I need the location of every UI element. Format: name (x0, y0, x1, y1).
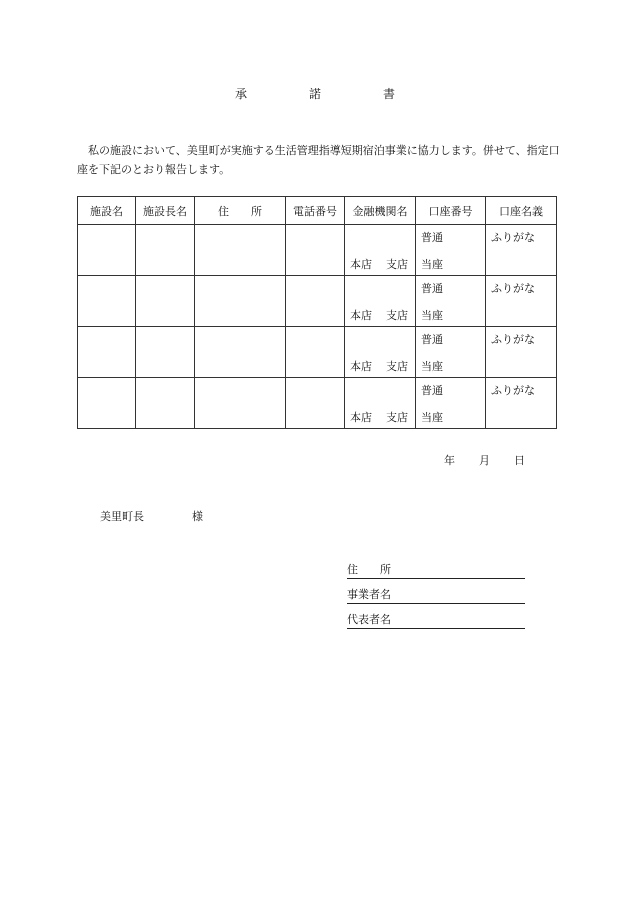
account-holder-cell[interactable] (486, 276, 557, 327)
facility-name-cell[interactable] (78, 276, 136, 327)
director-name-cell[interactable] (136, 276, 195, 327)
header-director-name: 施設長名 (136, 197, 195, 225)
date-month: 月 (479, 454, 490, 467)
addressee-name: 美里町長 (100, 510, 144, 523)
account-type-current: 当座 (421, 258, 443, 271)
address-cell[interactable] (195, 327, 286, 378)
bank-name-cell[interactable] (345, 327, 416, 378)
addressee (100, 508, 203, 524)
facility-name-cell[interactable] (78, 378, 136, 429)
table-header-row (78, 197, 557, 225)
account-type-current: 当座 (421, 360, 443, 373)
title-char-2: 諾 (308, 87, 321, 101)
phone-cell[interactable] (286, 327, 345, 378)
bank-main-office: 本店 (350, 411, 372, 424)
table-row (78, 327, 557, 378)
bank-main-office: 本店 (350, 258, 372, 271)
address-cell[interactable] (195, 225, 286, 276)
facility-name-cell[interactable] (78, 225, 136, 276)
address-label: 住 所 (347, 563, 391, 576)
account-number-cell[interactable] (416, 276, 486, 327)
business-name-label: 事業者名 (347, 588, 391, 601)
account-number-cell[interactable] (416, 225, 486, 276)
header-account-number: 口座番号 (416, 197, 486, 225)
account-type-ordinary: 普通 (421, 231, 443, 244)
bank-branch: 支店 (386, 360, 408, 373)
furigana-label: ふりがな (491, 384, 535, 397)
account-table (77, 196, 557, 429)
furigana-label: ふりがな (491, 231, 535, 244)
date-line (444, 452, 525, 468)
bank-name-cell[interactable] (345, 225, 416, 276)
date-year: 年 (444, 454, 455, 467)
account-type-ordinary: 普通 (421, 333, 443, 346)
table-row (78, 225, 557, 276)
account-type-current: 当座 (421, 309, 443, 322)
table-row (78, 276, 557, 327)
representative-signature-line[interactable] (347, 612, 525, 629)
account-type-ordinary: 普通 (421, 282, 443, 295)
bank-name-cell[interactable] (345, 378, 416, 429)
representative-label: 代表者名 (347, 613, 391, 626)
bank-branch: 支店 (386, 258, 408, 271)
director-name-cell[interactable] (136, 327, 195, 378)
furigana-label: ふりがな (491, 333, 535, 346)
facility-name-cell[interactable] (78, 327, 136, 378)
phone-cell[interactable] (286, 225, 345, 276)
account-number-cell[interactable] (416, 327, 486, 378)
director-name-cell[interactable] (136, 225, 195, 276)
account-holder-cell[interactable] (486, 225, 557, 276)
header-account-holder: 口座名義 (486, 197, 557, 225)
date-day: 日 (514, 454, 525, 467)
phone-cell[interactable] (286, 276, 345, 327)
account-number-cell[interactable] (416, 378, 486, 429)
document-title (0, 85, 630, 102)
address-cell[interactable] (195, 276, 286, 327)
addressee-honorific: 様 (192, 510, 203, 523)
header-facility-name: 施設名 (78, 197, 136, 225)
table-row (78, 378, 557, 429)
bank-main-office: 本店 (350, 309, 372, 322)
title-char-3: 書 (382, 87, 395, 101)
bank-main-office: 本店 (350, 360, 372, 373)
account-holder-cell[interactable] (486, 378, 557, 429)
bank-branch: 支店 (386, 309, 408, 322)
account-holder-cell[interactable] (486, 327, 557, 378)
bank-branch: 支店 (386, 411, 408, 424)
intro-paragraph: 私の施設において、美里町が実施する生活管理指導短期宿泊事業に協力します。併せて、指定口座を下記のとおり報告します。 (77, 144, 560, 176)
address-cell[interactable] (195, 378, 286, 429)
header-phone: 電話番号 (286, 197, 345, 225)
phone-cell[interactable] (286, 378, 345, 429)
title-char-1: 承 (234, 87, 247, 101)
business-name-signature-line[interactable] (347, 587, 525, 604)
account-type-current: 当座 (421, 411, 443, 424)
furigana-label: ふりがな (491, 282, 535, 295)
account-type-ordinary: 普通 (421, 384, 443, 397)
header-bank-name: 金融機関名 (345, 197, 416, 225)
address-signature-line[interactable] (347, 562, 525, 579)
bank-name-cell[interactable] (345, 276, 416, 327)
director-name-cell[interactable] (136, 378, 195, 429)
header-address: 住 所 (195, 197, 286, 225)
